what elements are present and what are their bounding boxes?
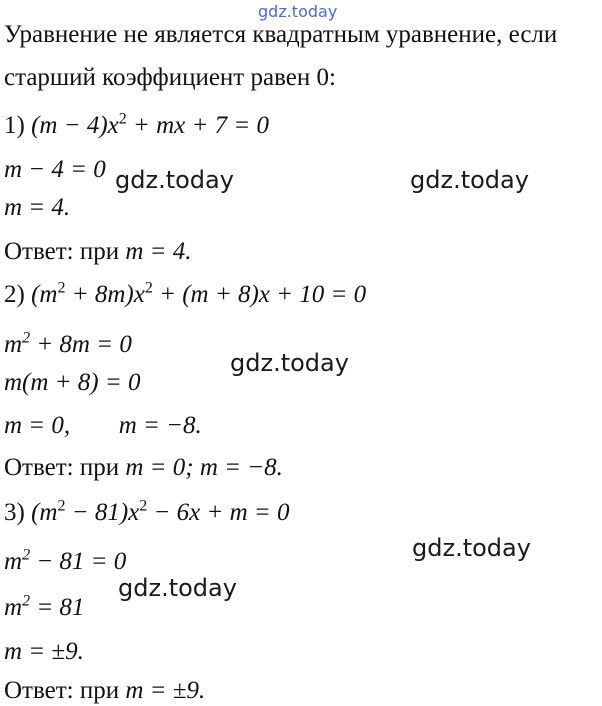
problem-2-eq-b: + 8m)x: [65, 281, 145, 308]
intro-line-2: старший коэффициент равен 0:: [4, 64, 336, 91]
problem-3-step-2-a: m: [4, 594, 23, 621]
problem-3-step-2-exp: 2: [22, 592, 31, 610]
problem-2-step-1-b: + 8m = 0: [30, 331, 132, 358]
problem-3-step-1: [4, 547, 126, 577]
problem-2-eq-a-exp: 2: [57, 279, 66, 297]
watermark-1: gdz.today: [115, 166, 234, 194]
problem-2-step-2: m(m + 8) = 0: [4, 369, 141, 396]
problem-2-step-1-a: m: [4, 331, 23, 358]
problem-3-step-3: m = ±9.: [4, 638, 84, 665]
watermark-3: gdz.today: [230, 349, 349, 377]
problem-1-eq-left: (m − 4)x: [31, 112, 119, 139]
problem-2-eq-c: + (m + 8)x + 10 = 0: [152, 281, 367, 308]
problem-1-answer: [4, 237, 192, 267]
problem-3-equation: [4, 498, 290, 528]
answer-label: Ответ: при: [4, 677, 120, 704]
problem-1-eq-exp: 2: [118, 110, 127, 128]
problem-3-eq-a-exp: 2: [57, 497, 66, 515]
problem-3-step-1-a: m: [4, 548, 23, 575]
problem-1-answer-value: m = 4.: [125, 238, 192, 265]
problem-1-equation: [4, 111, 269, 141]
problem-3-answer: [4, 676, 205, 706]
problem-3-eq-a: (m: [31, 499, 58, 526]
problem-3-eq-b: − 81)x: [65, 499, 140, 526]
problem-2-root-2: m = −8.: [118, 412, 202, 439]
problem-3-step-1-b: − 81 = 0: [30, 548, 127, 575]
watermark-5: gdz.today: [118, 574, 237, 602]
problem-2-equation: [4, 280, 366, 310]
watermark-2: gdz.today: [410, 166, 529, 194]
problem-2-answer: [4, 453, 283, 483]
watermark-top: gdz.today: [258, 2, 338, 21]
intro-line-1: Уравнение не является квадратным уравнение, если: [4, 21, 558, 48]
problem-3-answer-value: m = ±9.: [125, 677, 206, 704]
problem-3-step-2-b: = 81: [30, 594, 85, 621]
problem-1-step-2: m = 4.: [4, 194, 71, 221]
problem-3-step-2: [4, 593, 84, 623]
problem-2-step-3: [4, 411, 202, 441]
problem-3-eq-c: − 6x + m = 0: [147, 499, 290, 526]
problem-3-step-1-exp: 2: [22, 546, 31, 564]
problem-2-answer-value: m = 0; m = −8.: [125, 454, 283, 481]
problem-2-root-1: m = 0,: [4, 412, 71, 439]
problem-2-step-1: [4, 330, 132, 360]
answer-label: Ответ: при: [4, 454, 120, 481]
problem-1-step-1: m − 4 = 0: [4, 156, 106, 183]
problem-2-step-1-exp: 2: [22, 329, 31, 347]
problem-3-eq-b-exp: 2: [139, 497, 148, 515]
problem-1-eq-right: + mx + 7 = 0: [126, 112, 270, 139]
problem-2-label: 2): [4, 281, 25, 308]
problem-2-eq-a: (m: [31, 281, 58, 308]
answer-label: Ответ: при: [4, 238, 120, 265]
problem-3-label: 3): [4, 499, 25, 526]
problem-2-eq-b-exp: 2: [144, 279, 153, 297]
problem-1-label: 1): [4, 112, 25, 139]
watermark-4: gdz.today: [412, 534, 531, 562]
